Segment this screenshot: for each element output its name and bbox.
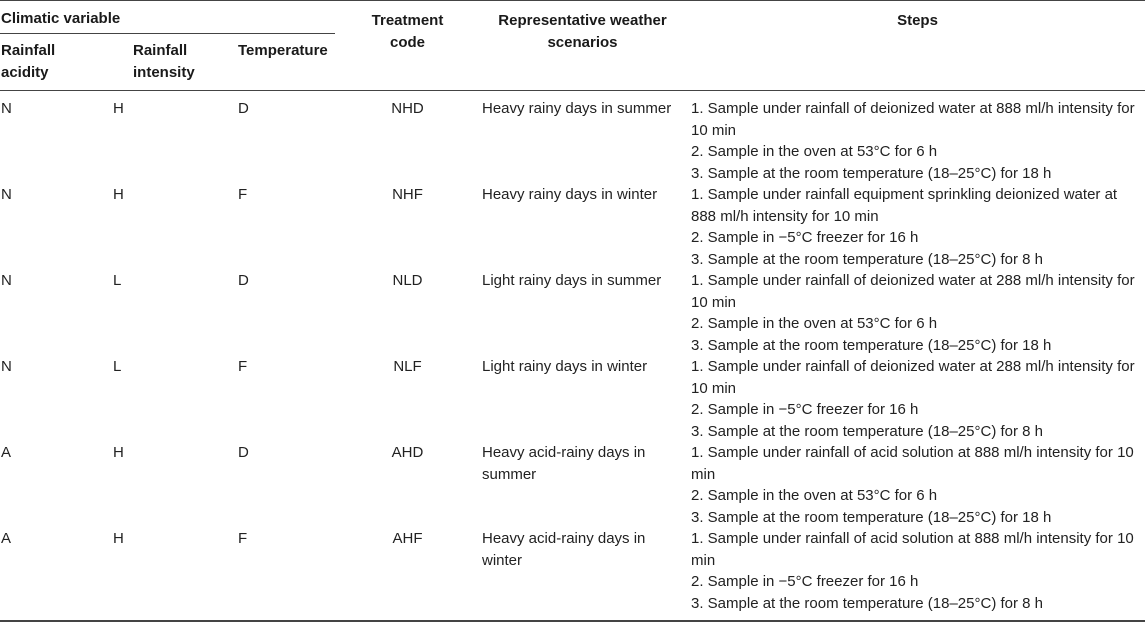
cell-steps [691,184,1145,270]
cell-scenario: Light rainy days in winter [482,358,648,375]
step-line: 2. Sample in −5°C freezer for 16 h [691,229,919,246]
table-row [0,98,1145,184]
cell-code: NHF [392,186,423,203]
cell-steps [691,98,1145,184]
cell-temperature: F [238,186,248,203]
cell-intensity: L [113,272,122,289]
step-line: 3. Sample at the room temperature (18–25°C) for 18 h [691,336,1052,354]
header-rainfall-intensity: Rainfall intensity [133,42,195,81]
cell-temperature: F [238,358,248,375]
step-line: 2. Sample in −5°C freezer for 16 h [691,573,919,590]
step-line: 3. Sample at the room temperature (18–25°C) for 8 h [691,422,1044,440]
table-row [0,270,1145,356]
step-line: 1. Sample under rainfall of acid solution at 888 ml/h intensity for 10 min [691,444,1134,483]
cell-code: AHD [391,444,424,461]
step-line: 3. Sample at the room temperature (18–25°C) for 8 h [691,594,1044,612]
cell-steps [691,528,1145,614]
cell-intensity: H [113,444,124,461]
cell-scenario: Heavy rainy days in winter [482,186,658,203]
header-weather-scenarios: Representative weather scenarios [498,12,667,51]
step-line: 2. Sample in −5°C freezer for 16 h [691,401,919,418]
cell-code: NLF [393,358,422,375]
cell-acidity: A [1,530,12,547]
cell-acidity: N [1,186,12,203]
cell-acidity: A [1,444,12,461]
step-line: 1. Sample under rainfall of deionized water at 288 ml/h intensity for 10 min [691,358,1135,397]
cell-intensity: H [113,530,124,547]
header-steps: Steps [897,12,938,29]
cell-intensity: L [113,358,122,375]
step-line: 2. Sample in the oven at 53°C for 6 h [691,143,938,160]
header-rainfall-acidity: Rainfall acidity [1,42,56,81]
cell-acidity: N [1,358,12,375]
top-rule [0,0,1145,1]
table-row [0,528,1145,614]
step-line: 2. Sample in the oven at 53°C for 6 h [691,487,938,504]
step-line: 1. Sample under rainfall equipment sprinkling deionized water at 888 ml/h intensity for 10 min [691,186,1118,225]
table-row [0,356,1145,442]
cell-acidity: N [1,272,12,289]
cell-acidity: N [1,100,12,117]
step-line: 2. Sample in the oven at 53°C for 6 h [691,315,938,332]
cell-scenario: Heavy rainy days in summer [482,100,672,117]
table-row [0,442,1145,528]
step-line: 3. Sample at the room temperature (18–25°C) for 8 h [691,250,1044,268]
cell-temperature: F [238,530,248,547]
cell-intensity: H [113,186,124,203]
cell-scenario: Heavy acid-rainy days in winter [482,530,646,569]
step-line: 1. Sample under rainfall of acid solution at 888 ml/h intensity for 10 min [691,530,1134,569]
cell-scenario: Heavy acid-rainy days in summer [482,444,646,483]
cell-code: NLD [392,272,423,289]
cell-code: NHD [391,100,424,117]
header-temperature: Temperature [238,42,328,59]
cell-code: AHF [392,530,423,547]
step-line: 3. Sample at the room temperature (18–25°C) for 18 h [691,508,1052,526]
group-rule [0,33,335,34]
cell-temperature: D [238,444,249,461]
step-line: 1. Sample under rainfall of deionized water at 888 ml/h intensity for 10 min [691,100,1135,139]
table-row [0,184,1145,270]
cell-steps [691,356,1145,442]
header-treatment-code: Treatment code [371,12,444,51]
header-climatic-variable: Climatic variable [1,10,121,27]
cell-steps [691,270,1145,356]
step-line: 1. Sample under rainfall of deionized water at 288 ml/h intensity for 10 min [691,272,1135,311]
cell-intensity: H [113,100,124,117]
cell-temperature: D [238,272,249,289]
header-bottom-rule [0,90,1145,91]
step-line: 3. Sample at the room temperature (18–25°C) for 18 h [691,164,1052,182]
cell-steps [691,442,1145,528]
cell-scenario: Light rainy days in summer [482,272,662,289]
cell-temperature: D [238,100,249,117]
